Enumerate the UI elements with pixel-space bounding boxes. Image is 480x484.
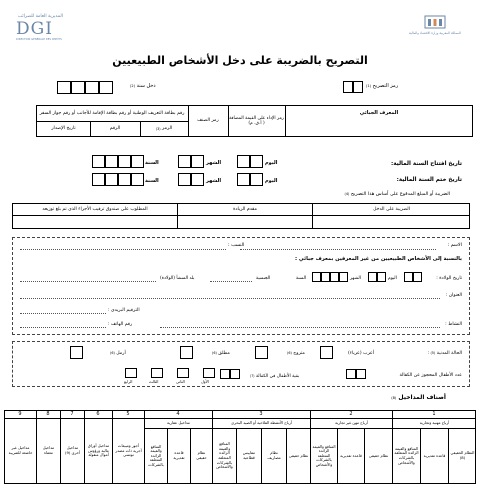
email-field[interactable] [160, 327, 440, 328]
payment-fund-field[interactable] [13, 216, 177, 228]
income-sub-header: نظام مصاريف [267, 450, 281, 460]
income-col-9: مداخيل غير خاضعة للضريبة [8, 445, 33, 455]
income-sub-header: نظام حقيقي [368, 452, 389, 458]
column-number: 4 [176, 411, 180, 417]
child-rank-label: الرابع [124, 379, 133, 384]
child-rank-label: الثالث [149, 379, 159, 384]
personal-info-frame [12, 237, 470, 335]
first-name-label: النسب : [228, 243, 245, 248]
birth-year-box[interactable] [321, 272, 330, 282]
single-checkbox[interactable] [320, 346, 333, 359]
income-group-1: أرباح مهنية وتجارية [419, 420, 450, 426]
income-sub-header: قاعدة تقديرية [340, 452, 362, 458]
birth-year-box[interactable] [330, 272, 339, 282]
closing-date-label: تاريخ ختم السنة المالية: [396, 177, 462, 183]
year-box[interactable] [99, 81, 113, 94]
name-label: الاسم : [447, 243, 462, 248]
ministry-text: المملكة المغربية وزارة الاقتصاد والمالية [408, 31, 462, 35]
email-label: النشاط : [445, 322, 462, 327]
day-label: اليوم [265, 178, 278, 184]
ministry-logo [400, 14, 470, 46]
child-rank-label: الثاني [176, 379, 185, 384]
birth-day-box[interactable] [404, 272, 413, 282]
birth-month-box[interactable] [368, 272, 377, 282]
income-col-5: أجور ومبيعات أجرية ذات مصدر تونسي [115, 443, 142, 458]
column-number: 3 [259, 411, 263, 417]
opening-day-box[interactable] [250, 155, 263, 168]
first-name-field[interactable] [20, 249, 226, 250]
birth-year-box[interactable] [339, 272, 348, 282]
income-sub-header: النظام الحقيقي (8) [450, 450, 475, 460]
other-children-box[interactable] [220, 369, 230, 379]
closing-year-box[interactable] [131, 173, 144, 186]
payment-surcharge-field[interactable] [178, 216, 312, 228]
year-label: السنة [145, 160, 159, 166]
closing-day-box[interactable] [237, 173, 250, 186]
category-code-label: رمز الصنف [197, 118, 219, 124]
dgi-logo-arabic: المديرية العامة للضرائب [18, 14, 63, 19]
income-sub-header: نظام حقيقي [196, 450, 207, 460]
ministry-emblem-icon [424, 14, 446, 30]
widowed-label: أرمل (6) [110, 351, 126, 356]
child-rank-1-box[interactable] [203, 368, 215, 378]
income-section-title: أصناف المداخيل (8) [391, 394, 446, 401]
birth-year-label: السنة [296, 276, 307, 281]
income-col-7: مداخيل أخرى (9) [64, 445, 81, 455]
income-sub-header: المنافع والقيمة الزائدة المتعلقة بالشركات [148, 443, 164, 467]
closing-year-box[interactable] [118, 173, 131, 186]
day-label: اليوم [265, 160, 278, 166]
phone-field[interactable] [20, 327, 106, 328]
declaration-code-label: رمز التصريح (1) [366, 83, 399, 89]
vat-code-label: رمز الإداء على القيمة المضافة ( أ.ق. م) [229, 115, 284, 126]
income-sub-header: مقاييس قطاعية [242, 450, 256, 460]
month-label: الشهر [206, 178, 222, 184]
month-label: الشهر [206, 160, 222, 166]
opening-month-box[interactable] [191, 155, 204, 168]
closing-year-box[interactable] [105, 173, 118, 186]
number-label: الرقم [109, 126, 121, 132]
children-count-box[interactable] [346, 369, 356, 379]
birth-year-box[interactable] [312, 272, 321, 282]
divorced-checkbox[interactable] [180, 346, 193, 359]
child-rank-2-box[interactable] [177, 368, 189, 378]
payment-income-tax-field[interactable] [313, 216, 470, 228]
income-col-8: مداخيل معفاة [42, 445, 55, 455]
address-label: العنوان : [445, 293, 462, 298]
year-label: السنة [145, 178, 159, 184]
year-box[interactable] [71, 81, 85, 94]
opening-month-box[interactable] [178, 155, 191, 168]
income-group-4: مداخيل عقارية [167, 420, 190, 426]
income-sub-header: قاعدة تقديرية [173, 450, 185, 460]
divorced-label: مطلق (6) [212, 351, 230, 356]
income-group-3: أرباح الأنشطة الفلاحية أو الصيد البحري [231, 420, 292, 426]
birth-month-label: الشهر [350, 276, 361, 281]
income-sub-header: المنافع والقيمة الزائدة المتعلقة بالشركات والأشخاص [312, 443, 336, 467]
nonresident-title: بالنسبة إلى الأشخاص الطبيعيين من غير المعرفين بمعرف جبائي : [295, 256, 462, 262]
birth-day-label: اليوم [388, 276, 397, 281]
closing-day-box[interactable] [250, 173, 263, 186]
postal-code-field[interactable] [20, 313, 106, 314]
column-number: 5 [126, 411, 130, 417]
declaration-code-box[interactable] [353, 81, 363, 93]
income-sub-header: نظام حقيقي [288, 452, 309, 458]
income-group-2: أرباح مهن غير تجارية [335, 420, 368, 426]
nationality-label: الجنسية [256, 276, 271, 281]
married-checkbox[interactable] [255, 346, 268, 359]
fiscal-id-label: المعرف الجبائي [359, 110, 399, 116]
declaration-code-box[interactable] [343, 81, 353, 93]
postal-code-label: الترقيم البريدي : [108, 308, 140, 313]
dgi-logo-text: DGI [16, 19, 53, 39]
birth-day-box[interactable] [413, 272, 422, 282]
column-number: 9 [18, 411, 22, 417]
other-children-box[interactable] [230, 369, 240, 379]
children-count-label: عدد الأطفال المحجوز عن الكفالة [399, 373, 462, 378]
children-count-box[interactable] [356, 369, 366, 379]
birth-date-label: تاريخ الولادة : [436, 276, 462, 281]
marital-status-label: الحالة المدنية (5) : [427, 351, 462, 356]
opening-date-label: تاريخ افتتاح السنة المالية: [391, 161, 462, 167]
birth-country-field[interactable] [20, 281, 156, 282]
income-sub-header: المنافع والقيمة الزائدة المتعلقة بالشركات والأشخاص [394, 445, 419, 465]
widowed-checkbox[interactable] [70, 346, 83, 359]
year-box[interactable] [57, 81, 71, 94]
married-label: متزوج (6) [287, 351, 305, 356]
column-number: 1 [432, 411, 436, 417]
closing-year-box[interactable] [92, 173, 105, 186]
issue-date-label: تاريخ الإصدار [51, 126, 76, 132]
year-box[interactable] [85, 81, 99, 94]
payment-header-fund: المطلوب على صندوق ترقيب الأجراء الذي تم بلغ توزيعه [42, 206, 148, 212]
opening-year-box[interactable] [92, 155, 105, 168]
dgi-logo-french: DIRECTION GÉNÉRALE DES IMPÔTS [16, 38, 62, 41]
nationality-field[interactable] [210, 281, 252, 282]
other-children-label: بقية الأطفال في الكفالة (7) [250, 374, 300, 379]
payment-header-income-tax: الضريبة على الدخل [373, 206, 410, 212]
opening-year-box[interactable] [105, 155, 118, 168]
closing-month-box[interactable] [178, 173, 191, 186]
column-number: 2 [349, 411, 353, 417]
payment-header-surcharge: مقدم الزيادة [233, 206, 257, 212]
child-rank-3-box[interactable] [151, 368, 163, 378]
opening-year-box[interactable] [131, 155, 144, 168]
income-col-6: مداخيل أوراق مالية ورؤوس أموال منقولة [87, 443, 110, 458]
name-field[interactable] [240, 249, 436, 250]
closing-month-box[interactable] [191, 173, 204, 186]
child-rank-4-box[interactable] [125, 368, 137, 378]
dgi-logo [14, 14, 74, 44]
column-number: 6 [96, 411, 100, 417]
code-label: الرمز (3) [155, 126, 173, 132]
income-sub-header: قاعدة تقديرية [423, 452, 446, 458]
page-title: التصريح بالضريبة على دخل الأشخاص الطبيعيين [112, 54, 368, 67]
column-number: 7 [70, 411, 74, 417]
year-income-label: دخل سنة (2) [130, 83, 156, 89]
child-rank-label: الأول [201, 379, 209, 384]
cin-label: رقم بطاقة التعريف الوطنية أو رقم بطاقة الإقامة للأجانب أو رقم جواز السفر [39, 110, 185, 116]
phone-label: رقم الهاتف : [108, 322, 133, 327]
income-sub-header: المنافع والقيمة الزائدة المتعلقة بالشركات والأشخاص [216, 441, 233, 470]
opening-year-box[interactable] [118, 155, 131, 168]
opening-day-box[interactable] [237, 155, 250, 168]
address-field[interactable] [20, 298, 440, 299]
single-label: أعزب (عزباء) [348, 351, 375, 356]
tax-note: الضريبة أو المبلغ المدفوع على أساس هذا التصريح (4) [344, 192, 450, 197]
birth-country-label: بلد المنشأ (الولادة) [160, 276, 195, 281]
birth-month-box[interactable] [377, 272, 386, 282]
column-number: 8 [46, 411, 50, 417]
